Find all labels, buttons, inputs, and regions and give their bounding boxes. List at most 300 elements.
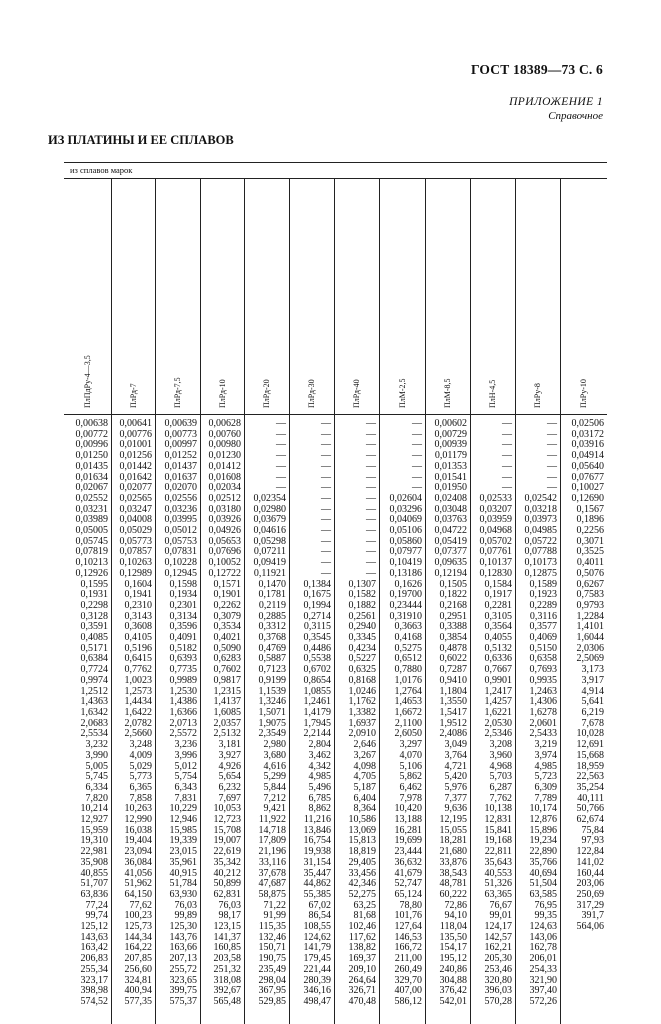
table-cell: 3,996 [174, 749, 197, 761]
table-cell: 40,694 [529, 867, 557, 879]
table-cell: 13,188 [394, 814, 422, 826]
table-cell: 0,19700 [389, 589, 422, 601]
table-column [379, 414, 425, 1024]
table-cell: 7,789 [534, 792, 557, 804]
table-cell: 3,248 [129, 739, 152, 751]
column-header [200, 178, 244, 414]
column-header [515, 178, 560, 414]
table-cell: 5,641 [581, 696, 604, 708]
table-cell: 0,04985 [524, 525, 557, 537]
table-cell: 5,703 [489, 771, 512, 783]
table-cell: 72,86 [444, 899, 467, 911]
table-cell: 0,01250 [75, 450, 108, 462]
table-cell: 0,04616 [253, 525, 286, 537]
table-cell: 0,3388 [439, 621, 467, 633]
table-cell: 0,07857 [119, 546, 152, 558]
table-cell: — [276, 471, 286, 483]
table-cell: — [366, 492, 376, 504]
table-cell: 0,31910 [389, 610, 422, 622]
table-cell: 0,02512 [208, 492, 241, 504]
table-cell: 0,01353 [434, 460, 467, 472]
column-header-label: ПлРд-7,5 [173, 377, 182, 408]
table-cell: 1,3382 [348, 706, 376, 718]
table-cell: 203,58 [213, 953, 241, 965]
table-cell: 0,2281 [484, 599, 512, 611]
table-cell: 564,06 [576, 921, 604, 933]
table-cell: 1,2573 [124, 685, 152, 697]
table-cell: 0,02542 [524, 492, 557, 504]
table-cell: 0,05653 [208, 535, 241, 547]
table-cell: 4,721 [444, 760, 467, 772]
table-cell: 48,781 [439, 878, 467, 890]
table-cell: 6,343 [174, 781, 197, 793]
table-cell: 21,680 [439, 846, 467, 858]
table-cell: 0,12690 [571, 492, 604, 504]
table-cell: 77,24 [85, 899, 108, 911]
table-cell: 0,03995 [164, 514, 197, 526]
table-cell: 23,015 [169, 846, 197, 858]
table-cell: 1,9075 [258, 717, 286, 729]
table-cell: 0,7287 [439, 664, 467, 676]
table-cell: 15,985 [169, 824, 197, 836]
table-cell: 0,10027 [571, 482, 604, 494]
table-cell: 0,01541 [434, 471, 467, 483]
table-cell: 5,012 [174, 760, 197, 772]
table-cell: 141,02 [576, 856, 604, 868]
table-cell: 44,862 [303, 878, 331, 890]
table-cell: 0,00760 [208, 428, 241, 440]
table-cell: 13,069 [348, 824, 376, 836]
table-cell: 0,3564 [484, 621, 512, 633]
table-cell: 4,705 [353, 771, 376, 783]
table-cell: 19,168 [484, 835, 512, 847]
table-cell: — [366, 428, 376, 440]
table-cell: 0,6512 [394, 653, 422, 665]
table-cell: 1,5071 [258, 706, 286, 718]
table-cell: 16,038 [124, 824, 152, 836]
table-cell: 123,15 [213, 921, 241, 933]
table-cell: 99,35 [534, 910, 557, 922]
table-cell: 0,05702 [479, 535, 512, 547]
table-cell: 6,365 [129, 781, 152, 793]
table-cell: 51,962 [124, 878, 152, 890]
table-cell: 0,00729 [434, 428, 467, 440]
table-cell: 2,646 [353, 739, 376, 751]
table-cell: 0,2256 [576, 525, 604, 537]
table-cell: 0,1901 [213, 589, 241, 601]
table-cell: 5,723 [534, 771, 557, 783]
table-cell: 102,46 [348, 921, 376, 933]
table-cell: 99,74 [85, 910, 108, 922]
table-cell: 4,926 [218, 760, 241, 772]
table-cell: 0,12830 [479, 567, 512, 579]
table-cell: 0,00980 [208, 439, 241, 451]
table-cell: 108,55 [303, 921, 331, 933]
table-cell: 15,055 [439, 824, 467, 836]
table-cell: 0,10419 [389, 557, 422, 569]
table-cell: 11,216 [303, 814, 331, 826]
table-cell: 398,98 [80, 985, 108, 997]
table-cell: — [321, 567, 331, 579]
table-cell: — [276, 450, 286, 462]
table-cell: 0,3596 [169, 621, 197, 633]
table-cell: 0,1923 [529, 589, 557, 601]
table-cell: 0,2289 [529, 599, 557, 611]
table-cell: — [412, 418, 422, 429]
table-cell: 15,959 [80, 824, 108, 836]
table-cell: 3,680 [263, 749, 286, 761]
column-header [289, 178, 334, 414]
table-cell: 7,762 [489, 792, 512, 804]
table-cell: 320,80 [484, 974, 512, 986]
table-cell: 0,01412 [208, 460, 241, 472]
table-cell: 317,29 [576, 899, 604, 911]
table-column [155, 414, 200, 1024]
table-cell: 0,04008 [119, 514, 152, 526]
table-cell: 0,4055 [484, 632, 512, 644]
table-cell: — [366, 514, 376, 526]
table-cell: 97,93 [581, 835, 604, 847]
table-cell: 0,1582 [348, 589, 376, 601]
table-cell: 0,1584 [484, 578, 512, 590]
column-header [470, 178, 515, 414]
table-cell: 12,195 [439, 814, 467, 826]
table-cell: 0,05753 [164, 535, 197, 547]
table-cell: 4,968 [489, 760, 512, 772]
table-top-rule [64, 162, 607, 163]
table-cell: 0,10213 [75, 557, 108, 569]
table-cell: 67,02 [308, 899, 331, 911]
table-cell: 3,219 [534, 739, 557, 751]
table-cell: — [276, 460, 286, 472]
table-cell: 1,3246 [258, 696, 286, 708]
table-cell: 12,876 [529, 814, 557, 826]
table-cell: 0,05640 [571, 460, 604, 472]
table-cell: 0,00773 [164, 428, 197, 440]
table-cell: 323,65 [169, 974, 197, 986]
table-cell: 1,6422 [124, 706, 152, 718]
table-cell: 0,9793 [576, 599, 604, 611]
table-cell: 0,3545 [303, 632, 331, 644]
table-column [200, 414, 244, 1024]
table-cell: 11,922 [258, 814, 286, 826]
table-cell: 3,927 [218, 749, 241, 761]
table-cell: 91,99 [263, 910, 286, 922]
table-cell: 0,5150 [529, 642, 557, 654]
table-cell: 12,723 [213, 814, 241, 826]
table-cell: 0,1934 [169, 589, 197, 601]
table-cell: 115,35 [258, 921, 286, 933]
table-cell: 23,094 [124, 846, 152, 858]
table-cell: 143,06 [529, 931, 557, 943]
table-cell: 565,48 [213, 995, 241, 1007]
table-cell: 18,959 [576, 760, 604, 772]
table-cell: 98,17 [218, 910, 241, 922]
table-cell: 0,03296 [389, 503, 422, 515]
table-cell: 6,334 [85, 781, 108, 793]
table-cell: 0,5887 [258, 653, 286, 665]
table-cell: 1,2417 [484, 685, 512, 697]
table-cell: 76,03 [218, 899, 241, 911]
table-cell: 1,1539 [258, 685, 286, 697]
table-caption: из сплавов марок [70, 165, 133, 175]
table-cell: 51,504 [529, 878, 557, 890]
table-cell: 0,3312 [258, 621, 286, 633]
column-header-label: ПлМ-2,5 [397, 378, 407, 408]
table-cell: 15,896 [529, 824, 557, 836]
table-cell: 63,585 [529, 888, 557, 900]
table-cell: 0,07831 [164, 546, 197, 558]
table-cell: 0,05745 [75, 535, 108, 547]
table-cell: 35,447 [303, 867, 331, 879]
table-cell: 1,3550 [439, 696, 467, 708]
table-cell: 0,6283 [213, 653, 241, 665]
table-cell: 0,4011 [576, 557, 604, 569]
table-cell: 1,4179 [303, 706, 331, 718]
table-cell: 4,009 [129, 749, 152, 761]
table-cell: 12,946 [169, 814, 197, 826]
table-cell: 40,915 [169, 867, 197, 879]
table-cell: 240,86 [439, 963, 467, 975]
table-header-row [64, 178, 607, 415]
table-cell: 3,208 [489, 739, 512, 751]
table-cell: 169,37 [348, 953, 376, 965]
table-cell: 35,961 [169, 856, 197, 868]
table-cell: 0,00641 [119, 418, 152, 429]
table-cell: 0,3577 [529, 621, 557, 633]
table-cell: 10,174 [529, 803, 557, 815]
table-cell: 0,05029 [119, 525, 152, 537]
table-cell: 0,6336 [484, 653, 512, 665]
table-cell: 1,6937 [348, 717, 376, 729]
table-cell: 86,54 [308, 910, 331, 922]
table-cell: 7,377 [444, 792, 467, 804]
table-cell: 3,974 [534, 749, 557, 761]
table-cell: 5,106 [399, 760, 422, 772]
table-cell: 1,2284 [576, 610, 604, 622]
table-cell: 35,643 [484, 856, 512, 868]
table-cell: 0,01442 [119, 460, 152, 472]
table-cell: — [547, 439, 557, 451]
table-cell: 1,4137 [213, 696, 241, 708]
column-header [244, 178, 289, 414]
table-cell: 0,4234 [348, 642, 376, 654]
table-cell: 0,1595 [80, 578, 108, 590]
table-cell: — [321, 492, 331, 504]
column-header [379, 178, 425, 414]
table-cell: 10,138 [484, 803, 512, 815]
table-cell: 162,21 [484, 942, 512, 954]
table-cell: 35,254 [576, 781, 604, 793]
table-cell: 5,844 [263, 781, 286, 793]
table-cell: 0,3128 [80, 610, 108, 622]
table-cell: 2,5572 [169, 728, 197, 740]
table-cell: 0,3591 [80, 621, 108, 633]
table-cell: 1,2530 [169, 685, 197, 697]
table-cell: 0,07977 [389, 546, 422, 558]
table-cell: 3,236 [174, 739, 197, 751]
table-cell: — [412, 439, 422, 451]
table-cell: 3,917 [581, 674, 604, 686]
table-cell: — [412, 471, 422, 483]
table-cell: 35,342 [213, 856, 241, 868]
table-cell: 2,804 [308, 739, 331, 751]
table-cell: 99,01 [489, 910, 512, 922]
table-cell: 0,6022 [439, 653, 467, 665]
table-cell: 19,404 [124, 835, 152, 847]
table-cell: 0,02565 [119, 492, 152, 504]
table-cell: 0,7880 [394, 664, 422, 676]
table-cell: 19,339 [169, 835, 197, 847]
table-cell: 31,154 [303, 856, 331, 868]
table-cell: 5,976 [444, 781, 467, 793]
table-cell: — [321, 482, 331, 494]
table-cell: — [321, 460, 331, 472]
table-cell: 0,1626 [394, 578, 422, 590]
table-cell: 10,028 [576, 728, 604, 740]
table-cell: 5,496 [308, 781, 331, 793]
table-cell: 125,12 [80, 921, 108, 933]
table-cell: 22,981 [80, 846, 108, 858]
table-cell: 22,890 [529, 846, 557, 858]
table-cell: 14,718 [258, 824, 286, 836]
table-cell: 21,196 [258, 846, 286, 858]
table-cell: 0,6415 [124, 653, 152, 665]
table-cell: 76,95 [534, 899, 557, 911]
table-cell: 221,44 [303, 963, 331, 975]
table-cell: 0,13186 [389, 567, 422, 579]
table-cell: 6,232 [218, 781, 241, 793]
table-cell: 0,9901 [484, 674, 512, 686]
table-cell: 0,05722 [524, 535, 557, 547]
table-cell: 5,420 [444, 771, 467, 783]
table-cell: 0,3079 [213, 610, 241, 622]
column-header [560, 178, 607, 414]
table-cell: 36,084 [124, 856, 152, 868]
table-cell: 179,45 [303, 953, 331, 965]
table-cell: 0,23444 [389, 599, 422, 611]
column-header-label: ПлРд-20 [262, 379, 271, 408]
table-cell: 5,754 [174, 771, 197, 783]
table-cell: 0,10263 [119, 557, 152, 569]
table-column [244, 414, 289, 1024]
table-cell: 6,287 [489, 781, 512, 793]
table-cell: 0,7724 [80, 664, 108, 676]
table-cell: 0,10173 [524, 557, 557, 569]
table-cell: 0,01637 [164, 471, 197, 483]
table-cell: 0,2714 [303, 610, 331, 622]
table-cell: — [412, 450, 422, 462]
table-cell: 0,01256 [119, 450, 152, 462]
table-cell: 3,990 [85, 749, 108, 761]
table-cell: 0,01230 [208, 450, 241, 462]
table-cell: 0,00639 [164, 418, 197, 429]
table-cell: 0,6267 [576, 578, 604, 590]
table-cell: 253,46 [484, 963, 512, 975]
table-cell: 0,2119 [258, 599, 286, 611]
table-cell: 138,82 [348, 942, 376, 954]
table-cell: 324,81 [124, 974, 152, 986]
table-cell: 5,654 [218, 771, 241, 783]
column-header-label: ПлРд-7 [128, 383, 138, 408]
table-cell: 4,098 [353, 760, 376, 772]
table-cell: 0,7667 [484, 664, 512, 676]
table-cell: 0,2310 [124, 599, 152, 611]
table-cell: 10,214 [80, 803, 108, 815]
table-cell: 7,678 [581, 717, 604, 729]
table-cell: 323,17 [80, 974, 108, 986]
table-cell: 1,1804 [439, 685, 467, 697]
table-cell: 17,809 [258, 835, 286, 847]
table-cell: 399,75 [169, 985, 197, 997]
table-cell: 19,310 [80, 835, 108, 847]
table-cell: 15,841 [484, 824, 512, 836]
table-cell: 2,0357 [213, 717, 241, 729]
table-cell: — [276, 418, 286, 429]
table-cell: 166,72 [394, 942, 422, 954]
table-cell: 1,0176 [394, 674, 422, 686]
table-cell: — [547, 450, 557, 462]
table-cell: 0,03989 [75, 514, 108, 526]
table-cell: 0,07819 [75, 546, 108, 558]
table-cell: 33,116 [258, 856, 286, 868]
table-cell: — [502, 439, 512, 451]
table-cell: 0,1505 [439, 578, 467, 590]
table-cell: 162,78 [529, 942, 557, 954]
table-cell: 22,619 [213, 846, 241, 858]
table-cell: 254,33 [529, 963, 557, 975]
table-column [334, 414, 379, 1024]
table-column [64, 414, 111, 1024]
table-cell: 0,03218 [524, 503, 557, 515]
table-cell: 0,03916 [571, 439, 604, 451]
table-cell: 63,836 [80, 888, 108, 900]
table-cell: 51,326 [484, 878, 512, 890]
table-cell: 0,5076 [576, 567, 604, 579]
table-cell: 0,05012 [164, 525, 197, 537]
table-cell: 0,03679 [253, 514, 286, 526]
table-cell: — [321, 450, 331, 462]
table-cell: 529,85 [258, 995, 286, 1007]
table-cell: 0,3071 [576, 535, 604, 547]
table-cell: 7,820 [85, 792, 108, 804]
table-cell: 0,02067 [75, 482, 108, 494]
table-cell: 0,5538 [303, 653, 331, 665]
table-cell: — [412, 482, 422, 494]
table-cell: 0,03247 [119, 503, 152, 515]
table-cell: 0,1384 [303, 578, 331, 590]
table-cell: 125,30 [169, 921, 197, 933]
table-cell: — [276, 482, 286, 494]
table-cell: — [502, 428, 512, 440]
table-cell: 37,678 [258, 867, 286, 879]
table-column [289, 414, 334, 1024]
table-cell: 0,03172 [571, 428, 604, 440]
table-cell: 0,03926 [208, 514, 241, 526]
table-cell: 586,12 [394, 995, 422, 1007]
table-cell: 0,04926 [208, 525, 241, 537]
table-cell: 0,7762 [124, 664, 152, 676]
table-cell: 0,09419 [253, 557, 286, 569]
table-cell: 577,35 [124, 995, 152, 1007]
table-cell: 0,4069 [529, 632, 557, 644]
table-cell: — [366, 567, 376, 579]
table-cell: 3,173 [581, 664, 604, 676]
table-cell: 298,04 [258, 974, 286, 986]
column-header-label: ПлРу-8 [533, 383, 542, 408]
table-cell: 2,0782 [124, 717, 152, 729]
table-cell: 122,84 [576, 846, 604, 858]
